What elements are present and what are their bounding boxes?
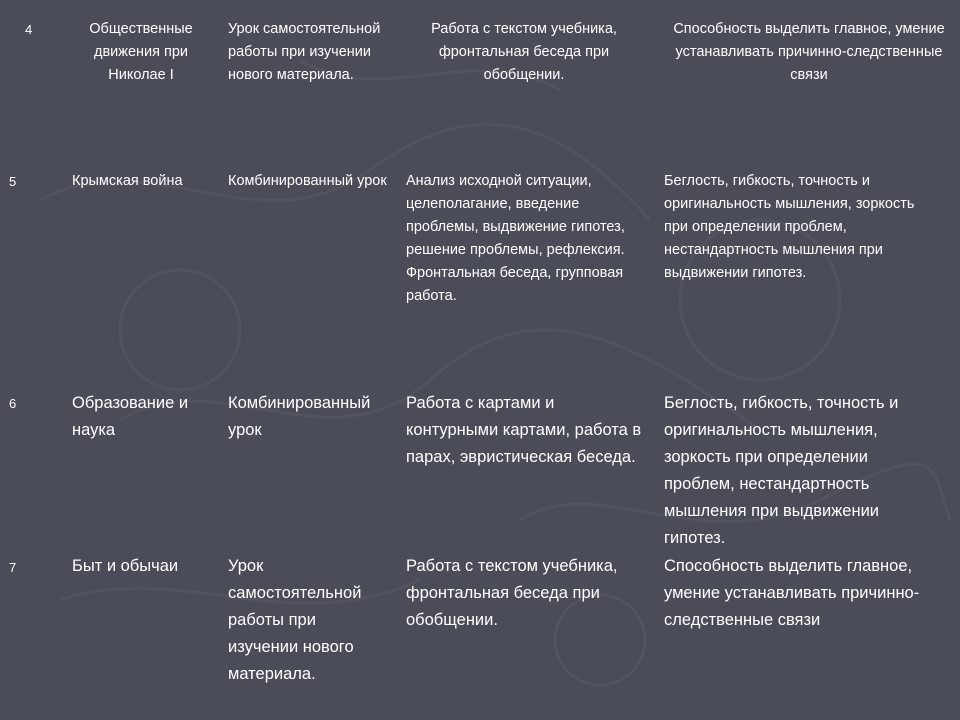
topic-cell: Общественные движения при Николае I — [89, 21, 193, 83]
row-number: 7 — [9, 560, 17, 575]
topic-cell: Образование и наука — [72, 394, 189, 439]
methods-cell: Работа с картами и контурными картами, работа в парах, эвристическая беседа. — [406, 394, 642, 466]
skills-cell: Беглость, гибкость, точность и оригинальность мышления, зоркость при определении проблем, нестандартность мышления при выдвижении гипотез. — [664, 394, 899, 547]
lesson-type-cell: Урок самостоятельной работы при изучении нового материала. — [228, 557, 362, 683]
row-number: 6 — [9, 396, 17, 411]
skills-cell: Способность выделить главное, умение устанавливать причинно-следственные связи — [664, 557, 920, 629]
methods-cell: Работа с текстом учебника, фронтальная беседа при обобщении. — [431, 21, 617, 83]
methods-cell: Работа с текстом учебника, фронтальная беседа при обобщении. — [406, 557, 618, 629]
skills-cell: Способность выделить главное, умение устанавливать причинно-следственные связи — [673, 21, 945, 83]
topic-cell: Быт и обычаи — [72, 557, 179, 575]
lesson-type-cell: Комбинированный урок — [228, 173, 387, 189]
methods-cell: Анализ исходной ситуации, целеполагание, введение проблемы, выдвижение гипотез, решение проблемы, рефлексия. Фронтальная беседа, групповая работа. — [406, 173, 625, 304]
row-number: 4 — [25, 22, 33, 37]
lesson-type-cell: Комбинированный урок — [228, 394, 371, 439]
skills-cell: Беглость, гибкость, точность и оригинальность мышления, зоркость при определении проблем, нестандартность мышления при выдвижении гипотез. — [664, 173, 915, 281]
topic-cell: Крымская война — [72, 173, 183, 189]
lesson-type-cell: Урок самостоятельной работы при изучении нового материала. — [228, 21, 381, 83]
row-number: 5 — [9, 174, 17, 189]
